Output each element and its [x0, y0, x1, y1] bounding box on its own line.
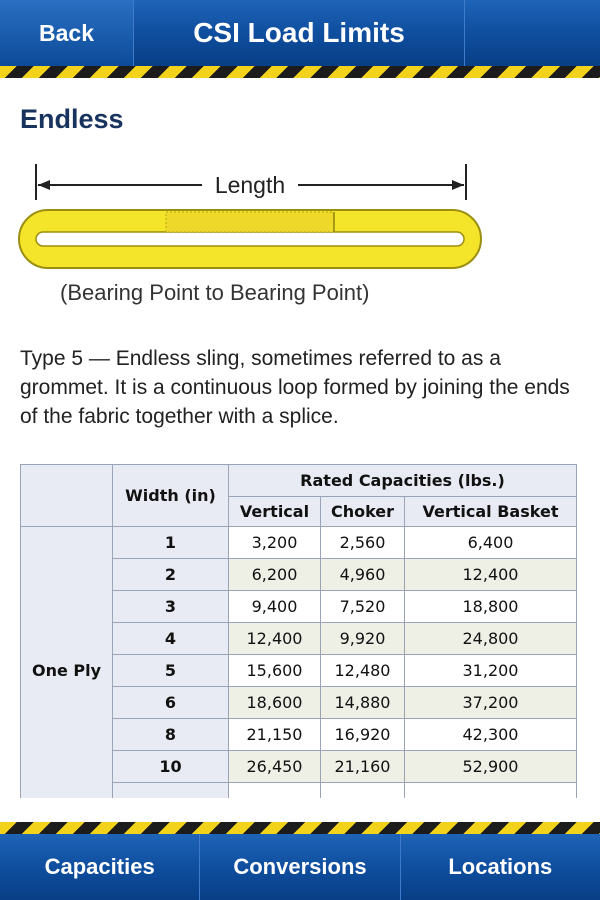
hazard-stripe-top: [0, 66, 600, 78]
basket-cell: 18,800: [405, 591, 577, 623]
page-title: CSI Load Limits: [193, 17, 405, 48]
basket-cell: 12,400: [405, 559, 577, 591]
choker-cell: 7,520: [321, 591, 405, 623]
choker-cell: 16,920: [321, 719, 405, 751]
width-cell: 6: [113, 687, 229, 719]
choker-cell: 12,480: [321, 655, 405, 687]
tab-capacities[interactable]: Capacities: [0, 834, 200, 900]
bottom-tab-bar: [0, 834, 600, 900]
width-cell: 2: [113, 559, 229, 591]
sling-description: Type 5 — Endless sling, sometimes referred to as a grommet. It is a continuous loop formed by joining the ends of the fabric together with a splice.: [20, 347, 570, 428]
basket-cell: [405, 783, 577, 799]
vertical-cell: 21,150: [229, 719, 321, 751]
capacity-table-container: [20, 464, 577, 798]
basket-cell: 6,400: [405, 527, 577, 559]
tab-locations[interactable]: Locations: [448, 854, 553, 879]
choker-cell: 4,960: [321, 559, 405, 591]
vertical-column-header: Vertical: [229, 497, 321, 527]
vertical-basket-column-header: Vertical Basket: [405, 497, 577, 527]
length-label: Length: [214, 172, 286, 198]
vertical-cell: 9,400: [229, 591, 321, 623]
width-header: Width (in): [113, 465, 229, 527]
diagram-caption: (Bearing Point to Bearing Point): [60, 280, 370, 305]
width-cell: [113, 783, 229, 799]
choker-cell: 21,160: [321, 751, 405, 783]
width-cell: 4: [113, 623, 229, 655]
vertical-cell: 18,600: [229, 687, 321, 719]
vertical-cell: 6,200: [229, 559, 321, 591]
sling-splice: [166, 212, 334, 232]
hazard-stripe-bottom: [0, 822, 600, 834]
top-nav-bar: [0, 0, 600, 66]
nav-divider: [464, 0, 465, 66]
section-heading: Endless: [20, 104, 124, 134]
width-cell: 3: [113, 591, 229, 623]
dimension-right-arrow: [452, 180, 464, 190]
choker-cell: 9,920: [321, 623, 405, 655]
width-cell: 5: [113, 655, 229, 687]
vertical-cell: 12,400: [229, 623, 321, 655]
choker-cell: [321, 783, 405, 799]
choker-cell: 2,560: [321, 527, 405, 559]
content-area[interactable]: [0, 78, 600, 798]
dimension-left-arrow: [38, 180, 50, 190]
width-cell: 8: [113, 719, 229, 751]
basket-cell: 52,900: [405, 751, 577, 783]
rated-capacities-header: Rated Capacities (lbs.): [229, 465, 577, 497]
table-row: [21, 527, 577, 559]
choker-cell: 14,880: [321, 687, 405, 719]
tab-conversions[interactable]: Conversions: [200, 834, 400, 900]
back-button[interactable]: Back: [0, 0, 134, 66]
choker-column-header: Choker: [321, 497, 405, 527]
ply-header-cell: [21, 465, 113, 527]
ply-group-label: One Ply: [21, 527, 113, 799]
vertical-cell: 15,600: [229, 655, 321, 687]
basket-cell: 24,800: [405, 623, 577, 655]
width-cell: 10: [113, 751, 229, 783]
vertical-cell: 3,200: [229, 527, 321, 559]
vertical-cell: 26,450: [229, 751, 321, 783]
basket-cell: 31,200: [405, 655, 577, 687]
width-cell: 1: [113, 527, 229, 559]
basket-cell: 37,200: [405, 687, 577, 719]
rated-capacity-table: [20, 464, 577, 798]
basket-cell: 42,300: [405, 719, 577, 751]
sling-inner-opening: [36, 232, 464, 246]
vertical-cell: [229, 783, 321, 799]
